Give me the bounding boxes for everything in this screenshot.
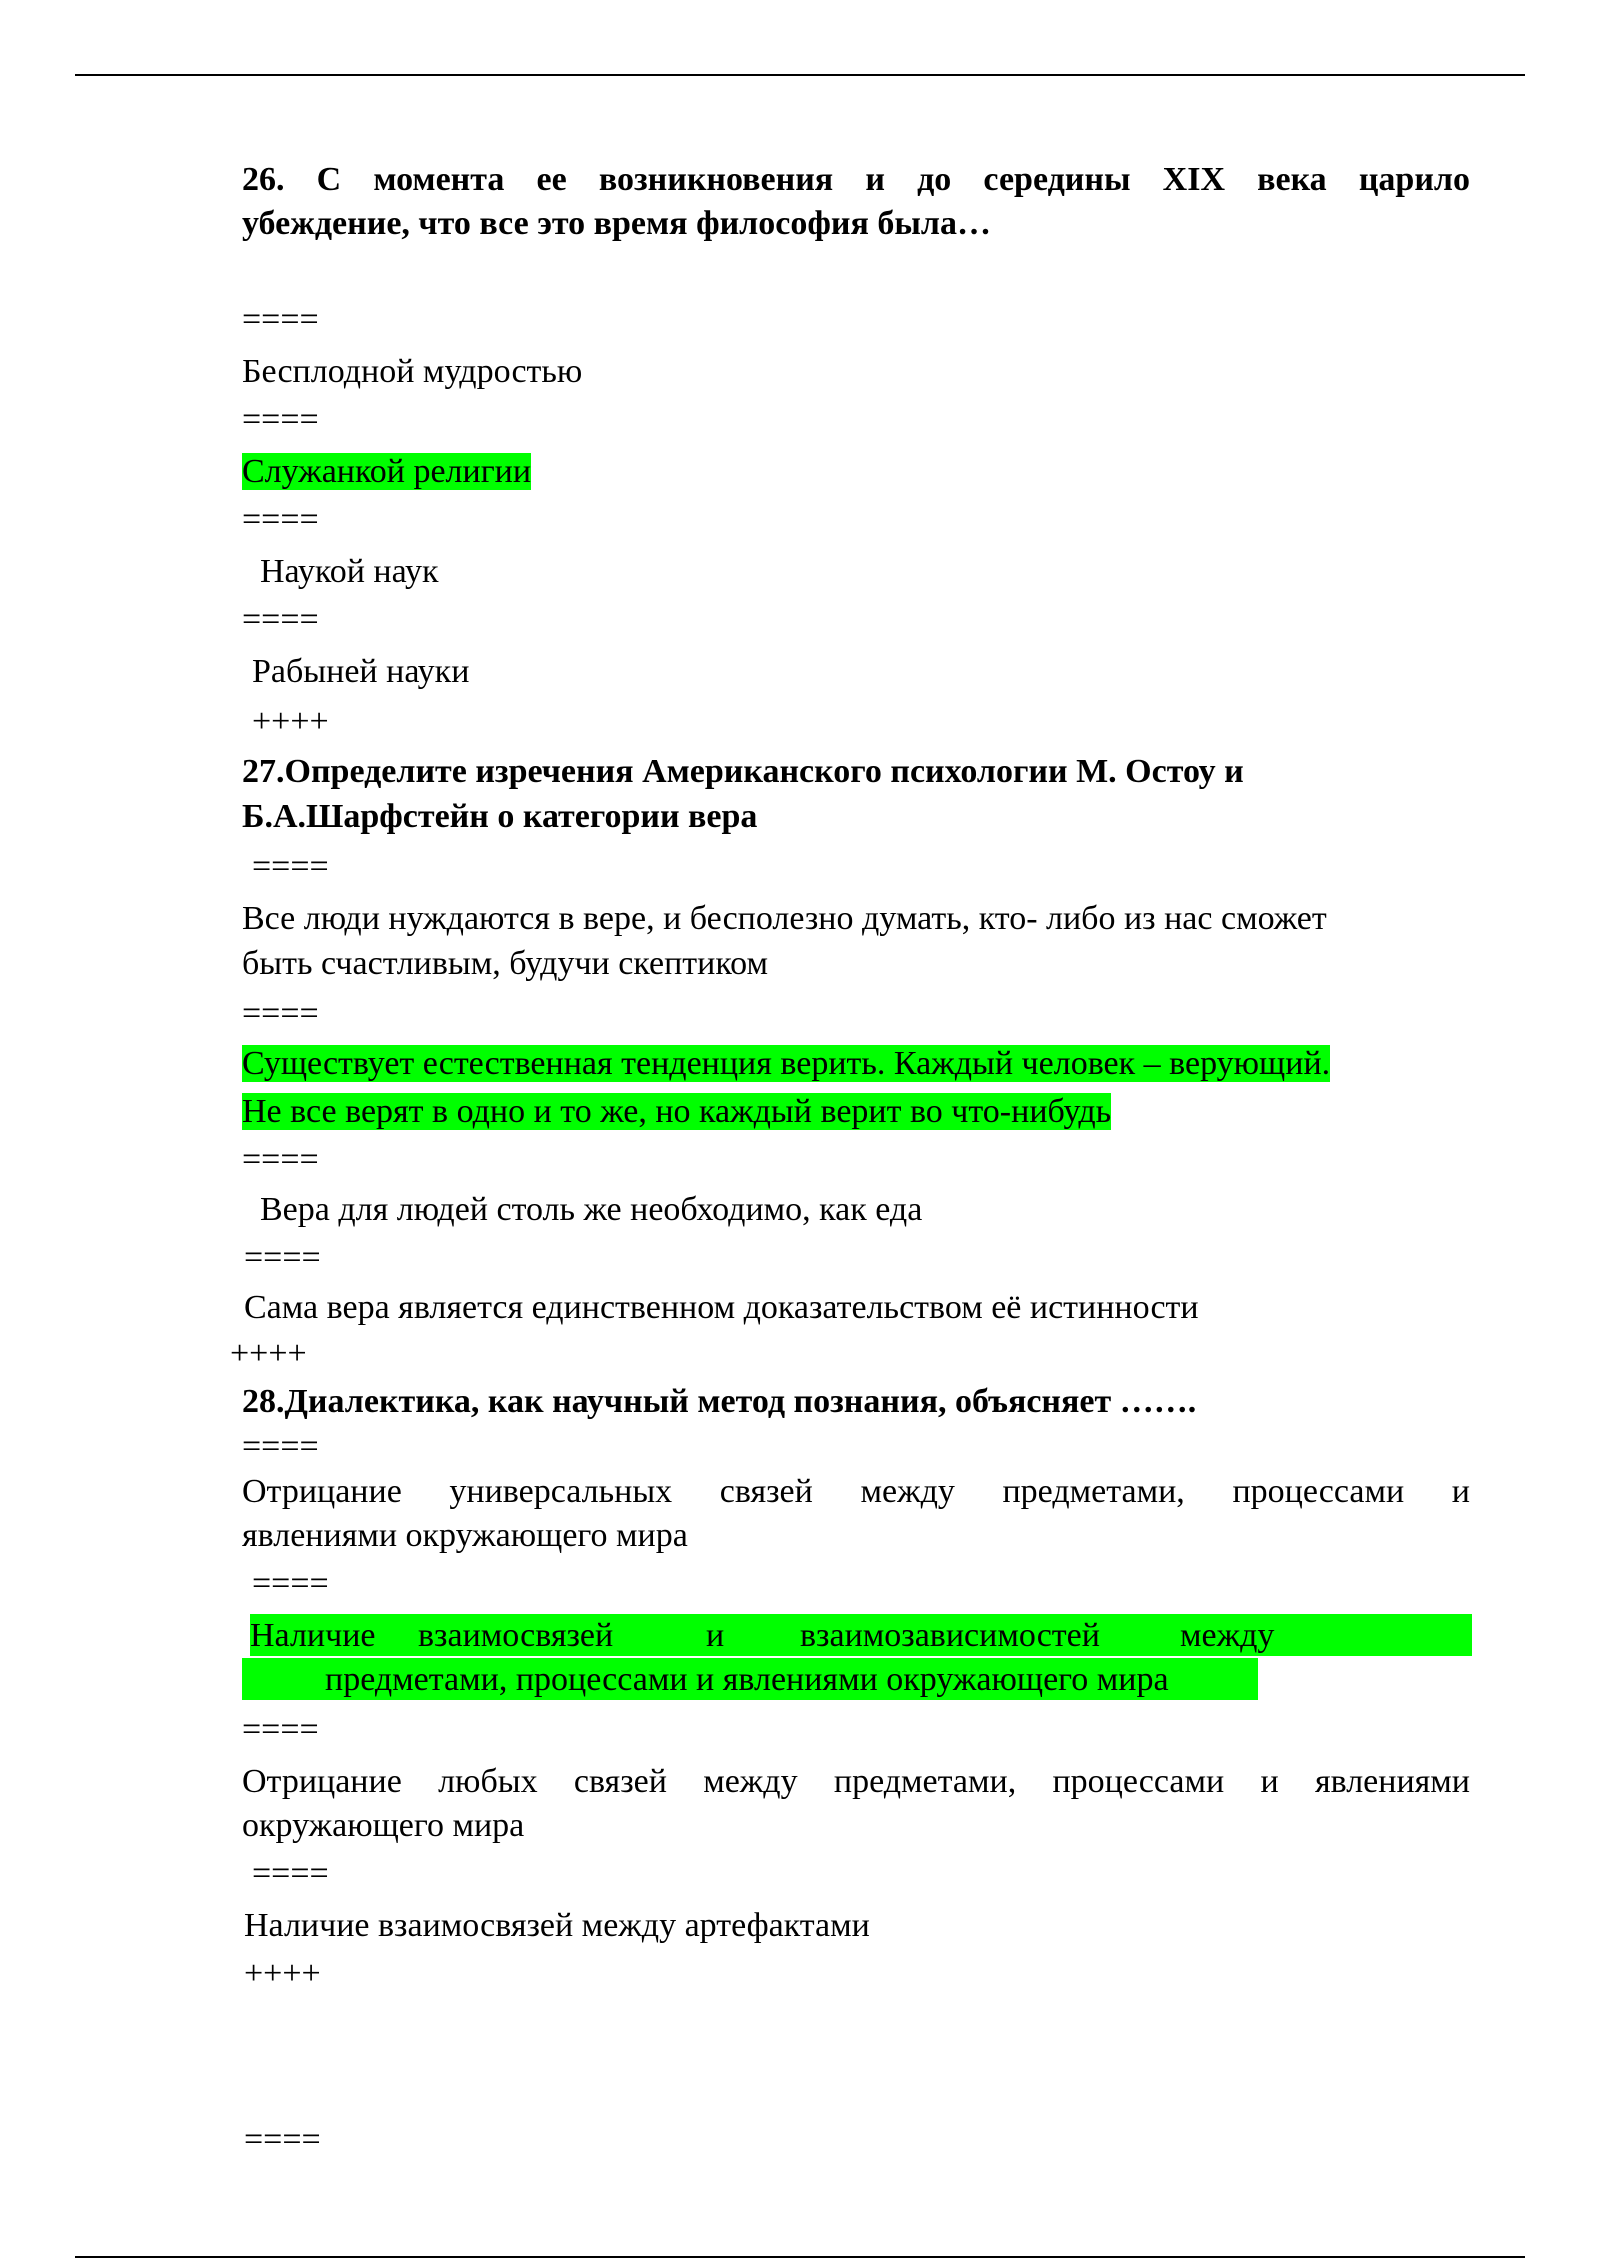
q27-option-2-correct-line-1 [242,1042,1330,1086]
q26-option-3: Наукой наук [260,553,439,590]
correct-answer-highlight: Не все верят в одно и то же, но каждый верит во что-нибудь [242,1093,1112,1130]
word: и [706,1617,725,1654]
bottom-rule [75,2256,1525,2258]
q28-option-2-correct-line-2: предметами, процессами и явлениями окружающего мира [325,1661,1169,1698]
question-26-title-line-1: 26. С момента ее возникновения и до середины XIX века царило [242,161,1470,198]
end-marker: ++++ [230,1335,307,1372]
q28-option-1-line-1: Отрицание универсальных связей между предметами, процессами и [242,1473,1470,1510]
q28-option-1-line-2: явлениями окружающего мира [242,1517,688,1554]
end-marker: ++++ [244,1955,321,1992]
word: между [1180,1617,1275,1654]
q27-option-1-line-2: быть счастливым, будучи скептиком [242,945,769,982]
question-27-title-line-1: 27.Определите изречения Американского психологии М. Остоу и [242,753,1244,790]
word: взаимосвязей [418,1617,614,1654]
top-rule [75,74,1525,76]
separator: ==== [252,1565,329,1602]
separator: ==== [242,301,319,338]
question-28-title: 28.Диалектика, как научный метод познания, объясняет ……. [242,1383,1197,1420]
separator: ==== [244,2121,321,2158]
q26-option-1: Бесплодной мудростью [242,353,583,390]
question-26-title-line-2: убеждение, что все это время философия была… [242,205,991,242]
question-27-title-line-2: Б.А.Шарфстейн о категории вера [242,798,758,835]
q28-option-3-line-1: Отрицание любых связей между предметами, процессами и явлениями [242,1763,1470,1800]
separator: ==== [244,1239,321,1276]
q27-option-3: Вера для людей столь же необходимо, как еда [260,1191,923,1228]
q27-option-2-correct-line-2 [242,1090,1111,1134]
correct-answer-highlight: Существует естественная тенденция верить. Каждый человек – верующий. [242,1045,1331,1082]
end-marker: ++++ [252,703,329,740]
word: взаимозависимостей [800,1617,1100,1654]
word: Наличие [250,1617,376,1654]
q26-option-4: Рабыней науки [252,653,470,690]
q26-option-2-correct [242,450,531,494]
separator: ==== [242,1711,319,1748]
separator: ==== [242,995,319,1032]
q28-option-4: Наличие взаимосвязей между артефактами [244,1907,870,1944]
separator: ==== [252,1855,329,1892]
separator: ==== [242,501,319,538]
separator: ==== [242,401,319,438]
separator: ==== [252,848,329,885]
q27-option-4: Сама вера является единственном доказательством её истинности [244,1289,1199,1326]
separator: ==== [242,1141,319,1178]
correct-answer-highlight: Служанкой религии [242,453,532,490]
separator: ==== [242,601,319,638]
q27-option-1-line-1: Все люди нуждаются в вере, и бесполезно думать, кто- либо из нас сможет [242,900,1327,937]
q28-option-3-line-2: окружающего мира [242,1807,525,1844]
separator: ==== [242,1428,319,1465]
